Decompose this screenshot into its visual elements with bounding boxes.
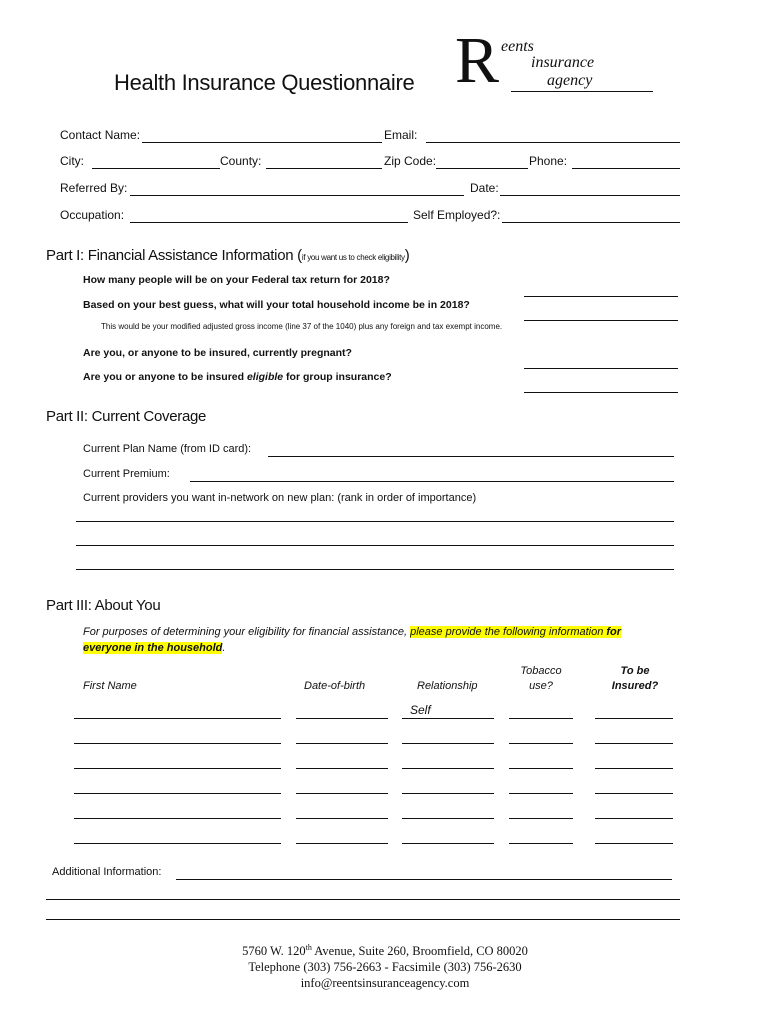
footer-address-sup: th	[305, 943, 312, 952]
row1-tobacco-field[interactable]	[509, 718, 573, 719]
row1-dob-field[interactable]	[296, 718, 388, 719]
provider-line-1[interactable]	[76, 521, 674, 522]
row1-insured-field[interactable]	[595, 718, 673, 719]
additional-info-line-2[interactable]	[46, 899, 680, 900]
phone-field[interactable]	[572, 168, 680, 169]
col-relationship: Relationship	[417, 680, 478, 692]
col-tobacco-l2: use?	[529, 680, 553, 692]
premium-label: Current Premium:	[83, 468, 170, 480]
q-group-eligible-pre: Are you or anyone to be insured	[83, 371, 247, 383]
col-tobacco-l1: Tobacco	[520, 665, 562, 677]
part3-intro	[83, 624, 683, 656]
county-field[interactable]	[266, 168, 382, 169]
contact-name-label: Contact Name:	[60, 128, 141, 142]
row3-insured-field[interactable]	[595, 768, 673, 769]
logo-line-3: agency	[547, 72, 593, 89]
row5-relationship-field[interactable]	[402, 818, 494, 819]
part3-intro-bold2: everyone in the household	[83, 642, 223, 654]
contact-name-field[interactable]	[142, 142, 382, 143]
row1-relationship-value: Self	[410, 703, 431, 717]
logo-letter: R	[455, 24, 500, 97]
agency-logo	[455, 24, 655, 97]
plan-name-field[interactable]	[268, 456, 674, 457]
zip-field[interactable]	[436, 168, 528, 169]
email-label: Email:	[384, 128, 418, 142]
col-insured-l1: To be	[620, 665, 650, 677]
plan-name-label: Current Plan Name (from ID card):	[83, 443, 252, 455]
row5-dob-field[interactable]	[296, 818, 388, 819]
part1-heading: Part I: Financial Assistance Information (if you want us to check eligibility)	[46, 247, 410, 264]
row5-insured-field[interactable]	[595, 818, 673, 819]
col-insured	[596, 664, 674, 694]
row6-dob-field[interactable]	[296, 843, 388, 844]
pregnant-field[interactable]	[524, 368, 678, 369]
col-tobacco	[505, 664, 577, 694]
row2-dob-field[interactable]	[296, 743, 388, 744]
footer-address-post: Avenue, Suite 260, Broomfield, CO 80020	[311, 944, 528, 959]
row6-insured-field[interactable]	[595, 843, 673, 844]
additional-info-line-1[interactable]	[176, 879, 672, 880]
part3-intro-end: .	[222, 642, 226, 654]
logo-rule	[511, 91, 653, 92]
col-dob: Date-of-birth	[304, 680, 366, 692]
row3-tobacco-field[interactable]	[509, 768, 573, 769]
self-employed-label: Self Employed?:	[413, 208, 501, 222]
referred-by-label: Referred By:	[60, 181, 128, 195]
footer-address	[0, 940, 770, 959]
self-employed-field[interactable]	[502, 222, 680, 223]
row4-insured-field[interactable]	[595, 793, 673, 794]
footer	[0, 940, 770, 991]
date-label: Date:	[470, 181, 499, 195]
part3-intro-highlight: please provide the following information	[410, 626, 607, 638]
part1-subnote: if you want us to check eligibility	[301, 253, 405, 262]
city-label: City:	[60, 154, 84, 168]
row6-first-name-field[interactable]	[74, 843, 281, 844]
footer-address-pre: 5760 W. 120	[242, 944, 306, 959]
col-first-name: First Name	[83, 680, 137, 692]
footer-email: info@reentsinsuranceagency.com	[300, 976, 470, 991]
row3-first-name-field[interactable]	[74, 768, 281, 769]
county-label: County:	[220, 154, 262, 168]
email-field[interactable]	[426, 142, 680, 143]
row2-first-name-field[interactable]	[74, 743, 281, 744]
logo-line-1: eents	[501, 38, 534, 55]
provider-line-2[interactable]	[76, 545, 674, 546]
household-income-field[interactable]	[524, 320, 678, 321]
part1-heading-text: Part I: Financial Assistance Information	[46, 247, 294, 264]
additional-info-label: Additional Information:	[52, 866, 162, 878]
row4-first-name-field[interactable]	[74, 793, 281, 794]
q-tax-return-people: How many people will be on your Federal tax return for 2018?	[83, 274, 390, 286]
group-eligible-field[interactable]	[524, 392, 678, 393]
row1-relationship-field[interactable]	[402, 718, 494, 719]
q-household-income: Based on your best guess, what will your total household income be in 2018?	[83, 299, 470, 311]
part3-intro-bold1: for	[606, 626, 622, 638]
row4-tobacco-field[interactable]	[509, 793, 573, 794]
q-group-eligible-post: for group insurance?	[283, 371, 392, 383]
premium-field[interactable]	[190, 481, 674, 482]
row6-relationship-field[interactable]	[402, 843, 494, 844]
row5-tobacco-field[interactable]	[509, 818, 573, 819]
col-insured-l2: Insured?	[611, 680, 659, 692]
row6-tobacco-field[interactable]	[509, 843, 573, 844]
page-title: Health Insurance Questionnaire	[114, 70, 415, 95]
zip-label: Zip Code:	[384, 154, 437, 168]
occupation-field[interactable]	[130, 222, 408, 223]
occupation-label: Occupation:	[60, 208, 125, 222]
providers-label: Current providers you want in-network on new plan: (rank in order of importance)	[83, 492, 477, 504]
q-pregnant: Are you, or anyone to be insured, currently pregnant?	[83, 347, 352, 359]
tax-return-people-field[interactable]	[524, 296, 678, 297]
row3-relationship-field[interactable]	[402, 768, 494, 769]
row2-relationship-field[interactable]	[402, 743, 494, 744]
row1-first-name-field[interactable]	[74, 718, 281, 719]
phone-label: Phone:	[529, 154, 568, 168]
part3-intro-plain: For purposes of determining your eligibility for financial assistance,	[83, 626, 411, 638]
q-group-eligible-em: eligible	[246, 371, 284, 383]
row2-tobacco-field[interactable]	[509, 743, 573, 744]
row5-first-name-field[interactable]	[74, 818, 281, 819]
provider-line-3[interactable]	[76, 569, 674, 570]
row4-relationship-field[interactable]	[402, 793, 494, 794]
date-field[interactable]	[500, 195, 680, 196]
additional-info-line-3[interactable]	[46, 919, 680, 920]
income-note: This would be your modified adjusted gross income (line 37 of the 1040) plus any foreign and tax exempt income.	[101, 322, 503, 331]
part2-heading: Part II: Current Coverage	[46, 408, 207, 425]
row3-dob-field[interactable]	[296, 768, 388, 769]
q-group-eligible	[83, 371, 392, 383]
row4-dob-field[interactable]	[296, 793, 388, 794]
city-field[interactable]	[92, 168, 220, 169]
logo-line-2: insurance	[531, 54, 595, 71]
footer-phones: Telephone (303) 756-2663 - Facsimile (303) 756-2630	[248, 960, 522, 975]
row2-insured-field[interactable]	[595, 743, 673, 744]
referred-by-field[interactable]	[130, 195, 464, 196]
part3-heading: Part III: About You	[46, 597, 161, 614]
